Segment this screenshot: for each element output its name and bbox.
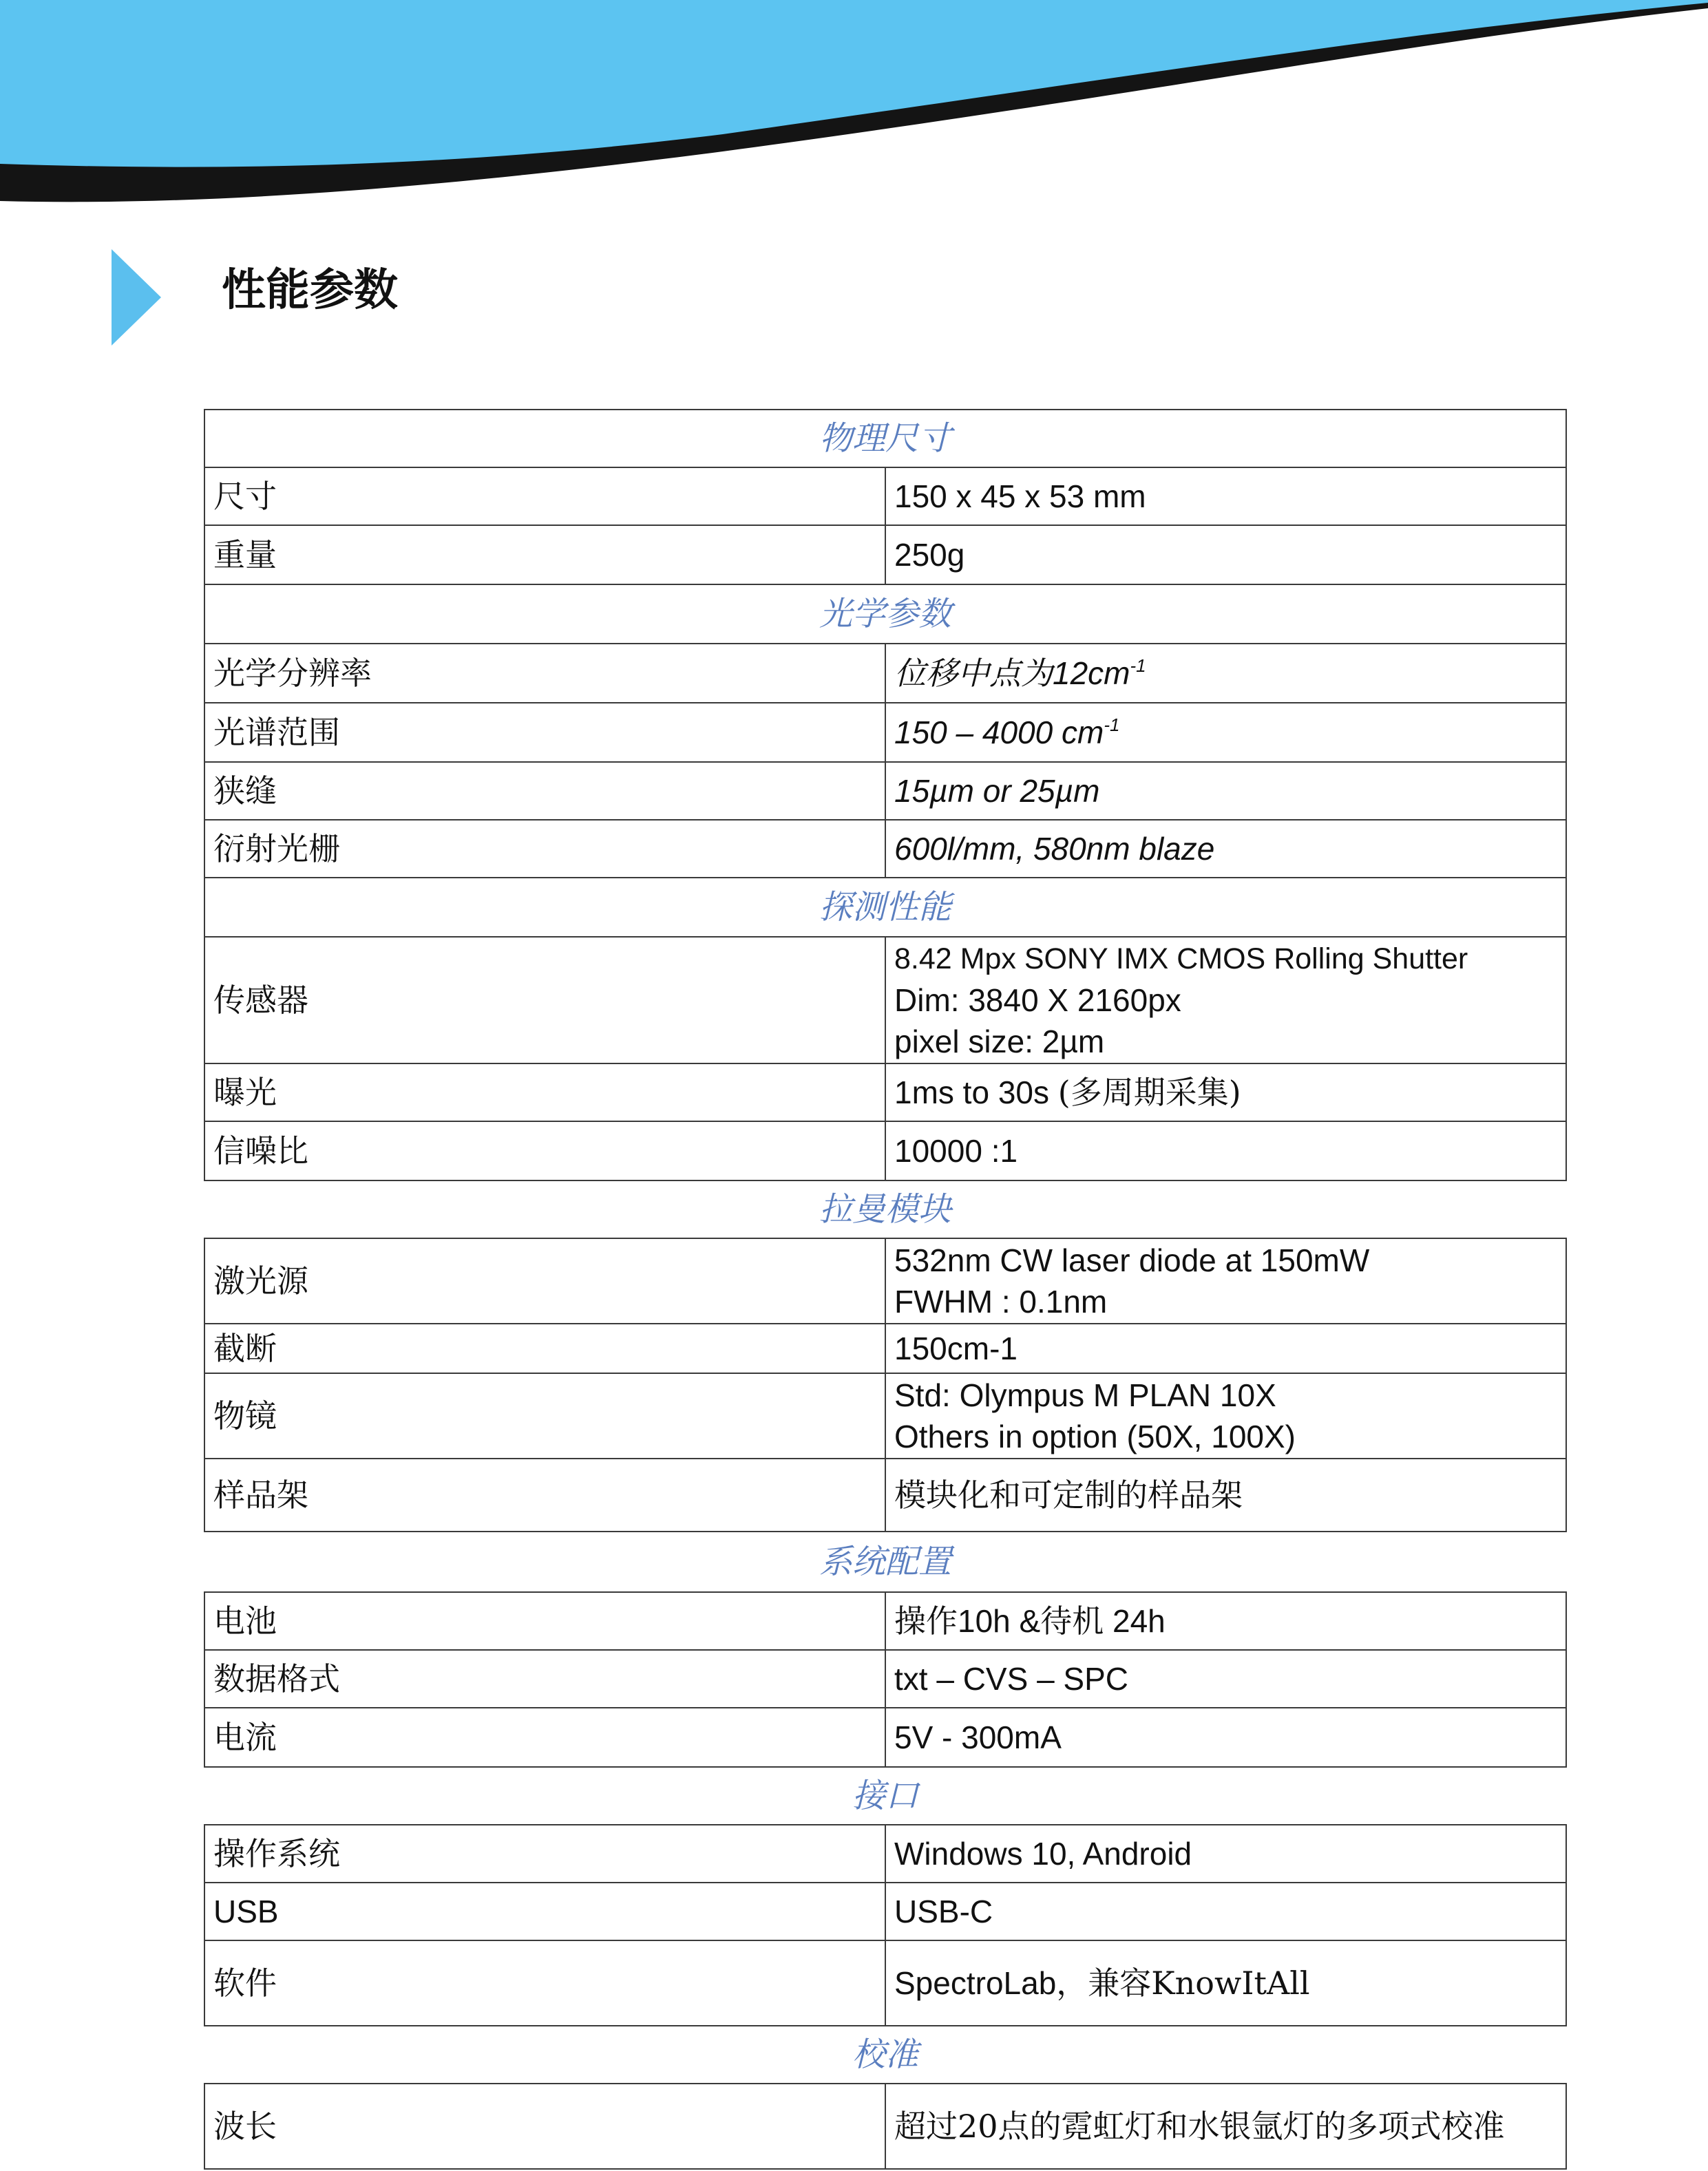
table-row [204, 937, 1566, 1063]
page-title: 性能参数 [222, 265, 398, 316]
table-row [204, 1324, 1566, 1373]
spec-value: 150cm-1 [885, 1324, 1566, 1373]
section-header-system [204, 1532, 1566, 1592]
spec-value: 10000 :1 [885, 1121, 1566, 1180]
spec-value: 15µm or 25µm [885, 762, 1566, 820]
value-text: 1ms to 30s [894, 1074, 1058, 1110]
section-title: 系统配置 [204, 1532, 1566, 1592]
spec-value: USB-C [885, 1883, 1566, 1940]
spec-label: 曝光 [204, 1063, 885, 1121]
table-row [204, 1650, 1566, 1708]
table-row [204, 1883, 1566, 1940]
spec-label: 光谱范围 [204, 703, 885, 762]
value-text-cn: 兼容KnowItAll [1088, 1965, 1310, 2002]
spec-value: Windows 10, Android [885, 1825, 1566, 1883]
value-text: SpectroLab， [894, 1965, 1088, 2001]
spec-label: 光学分辨率 [204, 644, 885, 703]
spec-value [885, 1373, 1566, 1459]
value-text: 位移中点为12cm [894, 655, 1130, 691]
spec-value [885, 1238, 1566, 1324]
spec-label: 样品架 [204, 1459, 885, 1532]
spec-value [885, 1940, 1566, 2026]
spec-value: 250g [885, 525, 1566, 584]
section-header-detection [204, 878, 1566, 937]
value-line: 532nm CW laser diode at 150mW [894, 1242, 1370, 1278]
table-row [204, 1459, 1566, 1532]
section-title: 拉曼模块 [204, 1180, 1566, 1238]
spec-value [885, 1063, 1566, 1121]
spec-value: txt – CVS – SPC [885, 1650, 1566, 1708]
spec-label: 电池 [204, 1592, 885, 1650]
spec-label: 操作系统 [204, 1825, 885, 1883]
table-row [204, 644, 1566, 703]
header-wave-banner [0, 0, 1708, 206]
value-line: FWHM : 0.1nm [894, 1284, 1108, 1320]
section-title: 接口 [204, 1767, 1566, 1825]
value-text-cn: 待机 [1040, 1602, 1104, 1640]
table-row [204, 703, 1566, 762]
section-title: 校准 [204, 2026, 1566, 2084]
table-row [204, 1121, 1566, 1180]
value-line: Std: Olympus M PLAN 10X [894, 1377, 1276, 1413]
spec-value: 150 x 45 x 53 mm [885, 467, 1566, 525]
spec-label: 截断 [204, 1324, 885, 1373]
section-marker-icon [112, 249, 161, 346]
section-header-calibration [204, 2026, 1566, 2084]
spec-table-container [204, 409, 1567, 2170]
spec-value: 超过20点的霓虹灯和水银氩灯的多项式校准 [885, 2084, 1566, 2169]
spec-value [885, 644, 1566, 703]
spec-value: 600l/mm, 580nm blaze [885, 820, 1566, 878]
spec-label: 软件 [204, 1940, 885, 2026]
section-title: 物理尺寸 [204, 410, 1566, 467]
spec-value [885, 937, 1566, 1063]
value-superscript: -1 [1130, 655, 1146, 676]
table-row [204, 1592, 1566, 1650]
value-line: Dim: 3840 X 2160px [894, 982, 1181, 1018]
spec-label: 信噪比 [204, 1121, 885, 1180]
spec-label: 重量 [204, 525, 885, 584]
spec-label: 波长 [204, 2084, 885, 2169]
value-line: pixel size: 2µm [894, 1024, 1105, 1059]
spec-label: 电流 [204, 1708, 885, 1767]
spec-label: 激光源 [204, 1238, 885, 1324]
spec-value: 5V - 300mA [885, 1708, 1566, 1767]
table-row [204, 820, 1566, 878]
section-header-physical [204, 410, 1566, 467]
spec-label: 物镜 [204, 1373, 885, 1459]
table-row [204, 1825, 1566, 1883]
spec-label: 狭缝 [204, 762, 885, 820]
section-header-optical [204, 584, 1566, 644]
spec-label: 数据格式 [204, 1650, 885, 1708]
table-row [204, 1708, 1566, 1767]
value-line: 8.42 Mpx SONY IMX CMOS Rolling Shutter [894, 942, 1468, 975]
spec-label: 传感器 [204, 937, 885, 1063]
value-text-cn: (多周期采集) [1057, 1074, 1241, 1111]
spec-value [885, 703, 1566, 762]
spec-table [204, 409, 1567, 2170]
spec-value [885, 1592, 1566, 1650]
value-text: 24h [1104, 1603, 1166, 1639]
section-header-raman [204, 1180, 1566, 1238]
value-superscript: -1 [1104, 714, 1120, 735]
section-title: 探测性能 [204, 878, 1566, 937]
table-row [204, 1373, 1566, 1459]
table-row [204, 525, 1566, 584]
value-line: Others in option (50X, 100X) [894, 1419, 1296, 1454]
table-row [204, 1063, 1566, 1121]
spec-label: 尺寸 [204, 467, 885, 525]
spec-label: 衍射光栅 [204, 820, 885, 878]
section-title: 光学参数 [204, 584, 1566, 644]
spec-value: 模块化和可定制的样品架 [885, 1459, 1566, 1532]
table-row [204, 467, 1566, 525]
spec-label: USB [204, 1883, 885, 1940]
value-text: 150 – 4000 cm [894, 714, 1104, 750]
table-row [204, 762, 1566, 820]
value-text: 10h & [958, 1603, 1041, 1639]
table-row [204, 1940, 1566, 2026]
value-text-cn: 操作 [894, 1602, 958, 1640]
table-row [204, 1238, 1566, 1324]
section-header-interface [204, 1767, 1566, 1825]
table-row [204, 2084, 1566, 2169]
